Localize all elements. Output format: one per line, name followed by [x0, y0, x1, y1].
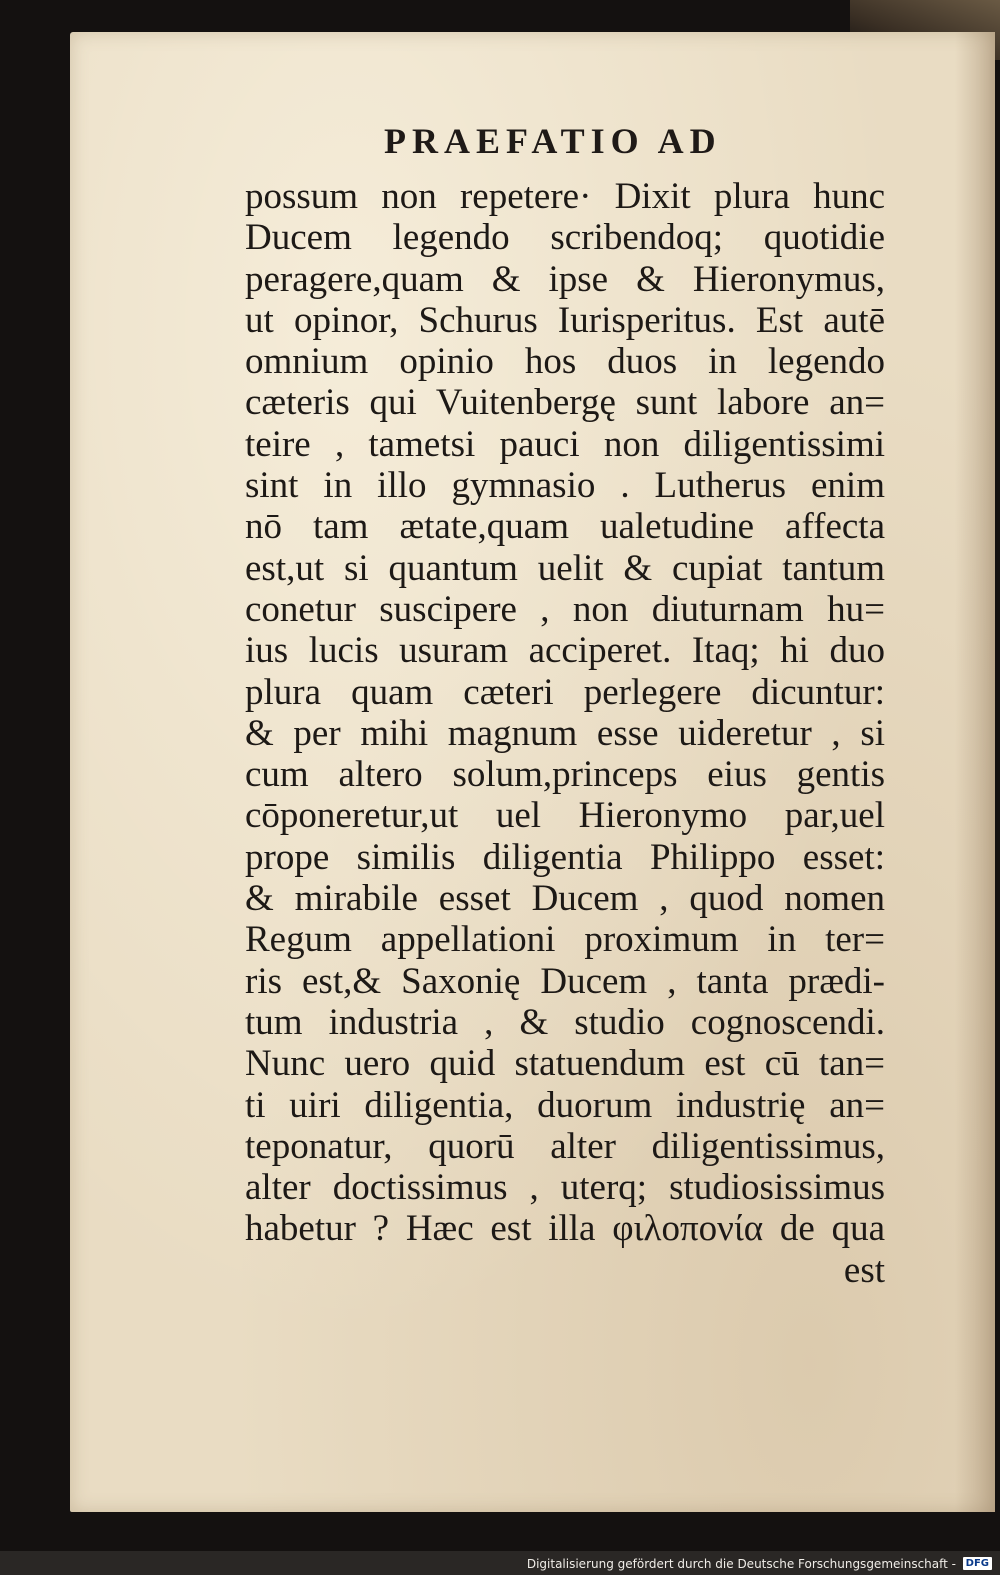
text-line-9: nō tam ætate,quam ualetudine affecta — [245, 506, 885, 548]
running-head: PRAEFATIO AD — [384, 121, 722, 161]
text-line-11: conetur suscipere , non diuturnam hu= — [245, 588, 885, 630]
text-line-24: teponatur, quorū alter diligentissimus, — [245, 1125, 885, 1167]
body-text — [245, 176, 885, 1291]
text-line-8: sint in illo gymnasio . Lutherus enim — [245, 465, 885, 507]
text-line-19: Regum appellationi proximum in ter= — [245, 919, 885, 961]
text-line-25: alter doctissimus , uterq; studiosissimus — [245, 1167, 885, 1209]
text-line-5: omnium opinio hos duos in legendo — [245, 341, 885, 383]
text-line-4: ut opinor, Schurus Iurisperitus. Est autē — [245, 299, 885, 341]
text-line-17: prope similis diligentia Philippo esset: — [245, 836, 885, 878]
text-line-13: plura quam cæteri perlegere dicuntur: — [245, 671, 885, 713]
text-line-22: Nunc uero quid statuendum est cū tan= — [245, 1043, 885, 1085]
page-spine-shadow — [955, 32, 995, 1512]
text-line-26: habetur ? Hæc est illa φιλοπονία de qua — [245, 1208, 885, 1250]
text-line-14: & per mihi magnum esse uideretur , si — [245, 712, 885, 754]
catchword: est — [843, 1249, 885, 1291]
text-line-21: tum industria , & studio cognoscendi. — [245, 1001, 885, 1043]
text-line-2: Ducem legendo scribendoq; quotidie — [245, 217, 885, 259]
text-line-23: ti uiri diligentia, duorum industrię an= — [245, 1084, 885, 1126]
text-line-18: & mirabile esset Ducem , quod nomen — [245, 878, 885, 920]
text-line-12: ius lucis usuram acciperet. Itaq; hi duo — [245, 630, 885, 672]
text-line-7: teire , tametsi pauci non diligentissimi — [245, 423, 885, 465]
text-line-10: est,ut si quantum uelit & cupiat tantum — [245, 547, 885, 589]
funding-credit: Digitalisierung gefördert durch die Deutsche Forschungsgemeinschaft - — [526, 1557, 956, 1571]
text-line-16: cōponeretur,ut uel Hieronymo par,uel — [245, 795, 885, 837]
text-line-20: ris est,& Saxonię Ducem , tanta prædi- — [245, 960, 885, 1002]
text-line-15: cum altero solum,princeps eius gentis — [245, 754, 885, 796]
text-line-1: possum non repetere· Dixit plura hunc — [245, 176, 885, 217]
text-line-6: cæteris qui Vuitenbergę sunt labore an= — [245, 382, 885, 424]
footer-bar — [0, 1551, 1000, 1575]
text-line-3: peragere,quam & ipse & Hieronymus, — [245, 258, 885, 300]
dfg-logo: DFG — [963, 1557, 992, 1570]
